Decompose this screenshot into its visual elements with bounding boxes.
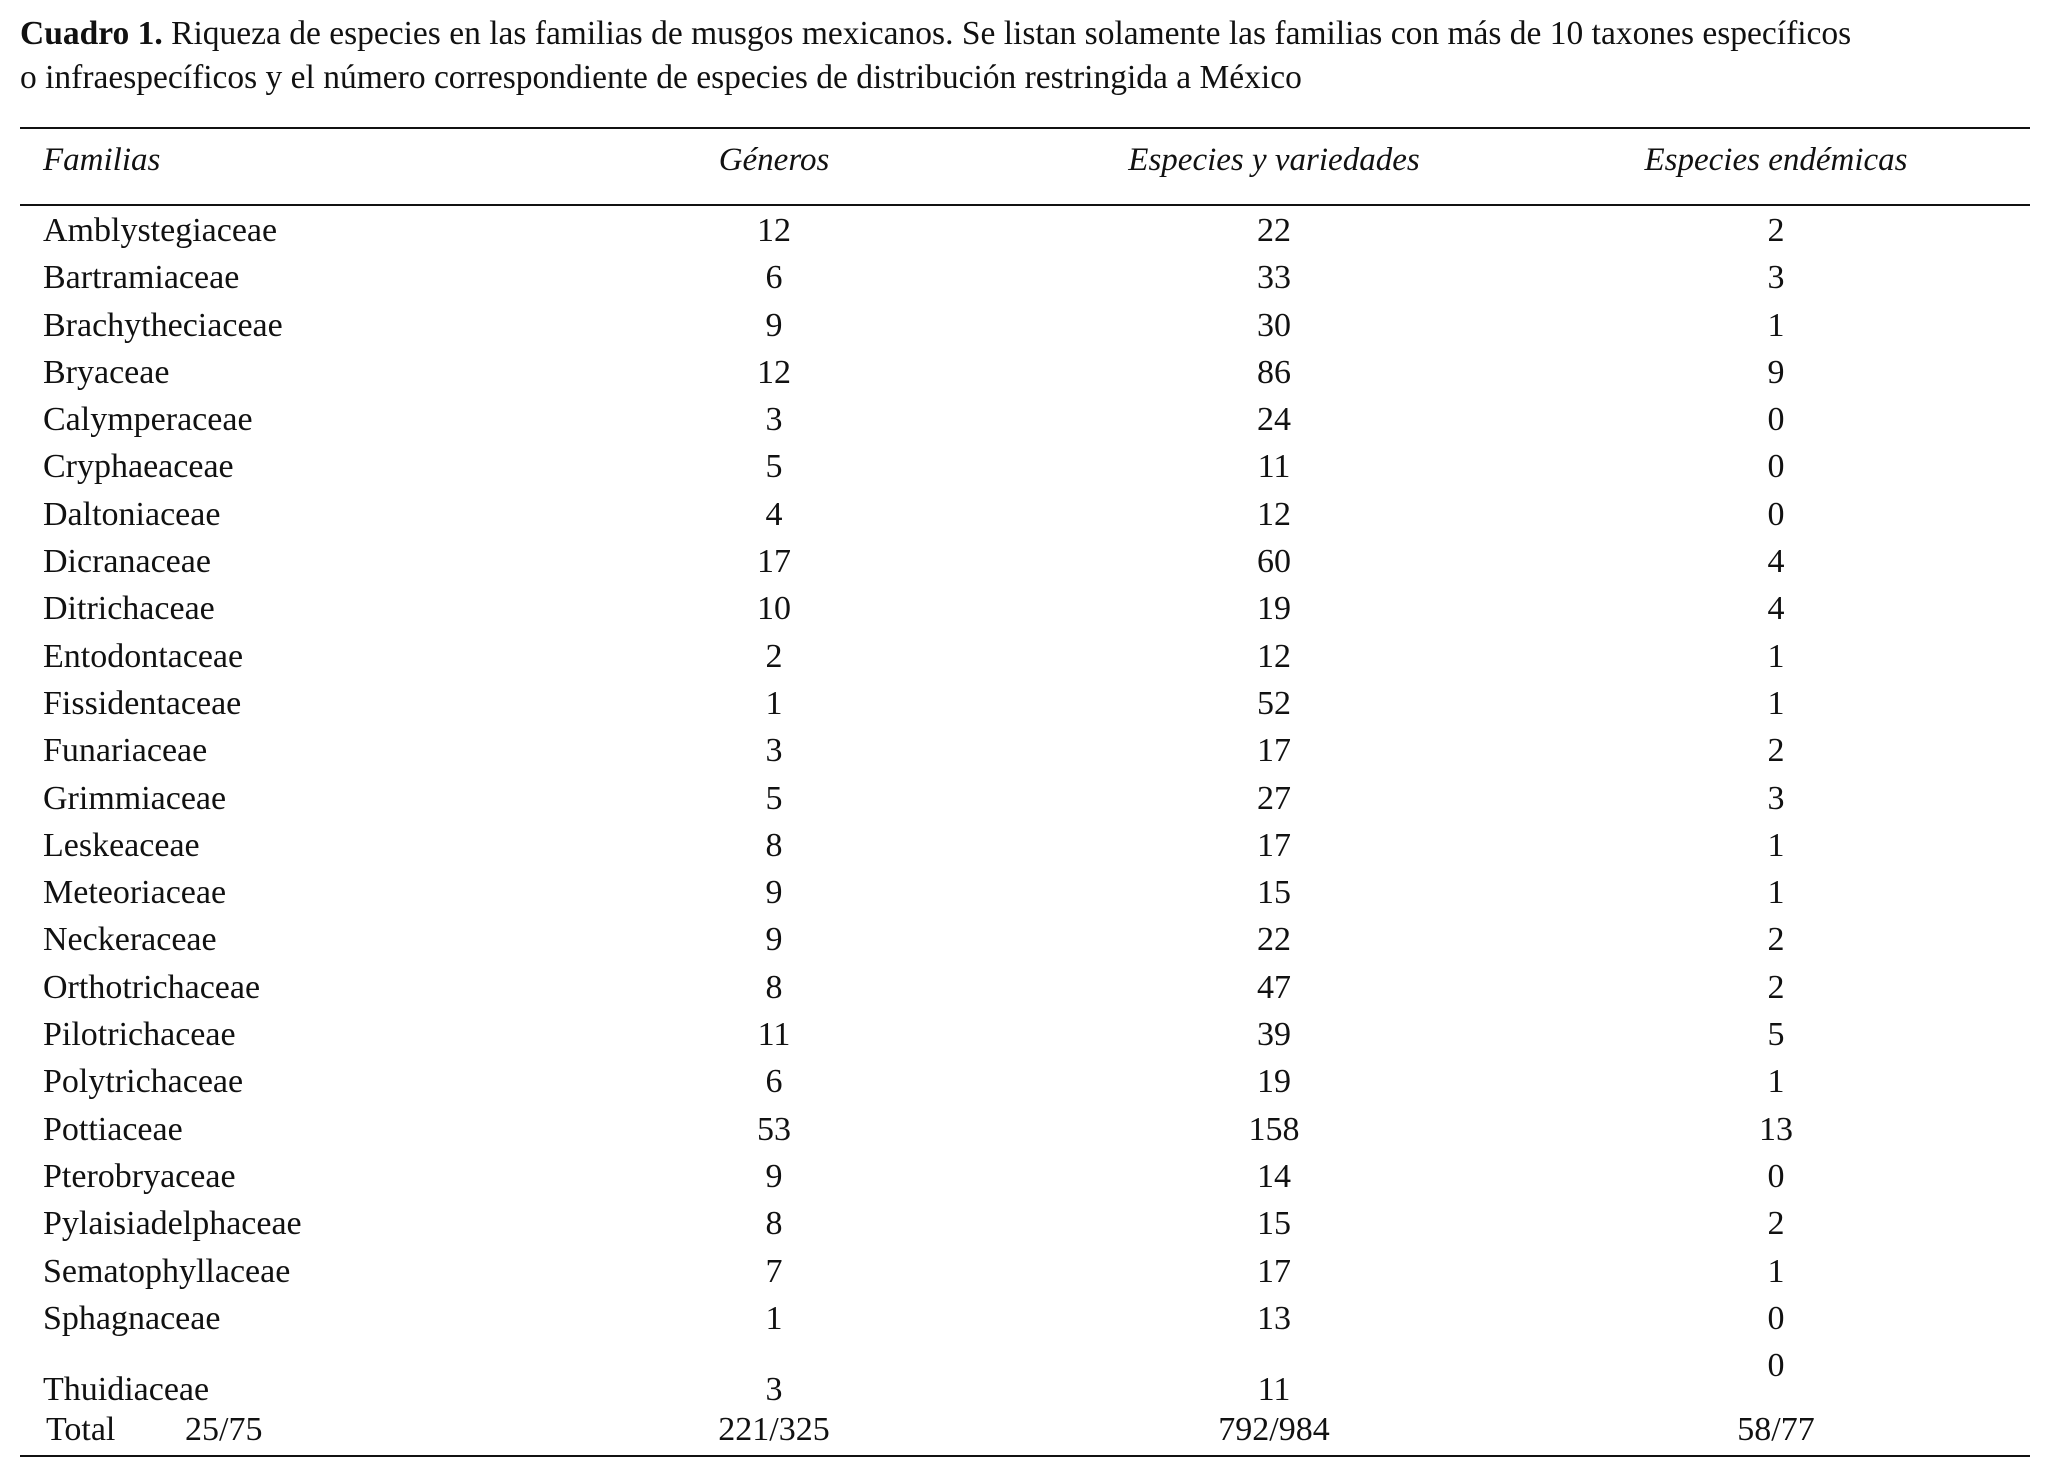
table-row — [0, 302, 2049, 349]
table-header — [0, 142, 2049, 192]
especies-count: 22 — [1257, 921, 1291, 959]
endemicas-count: 1 — [1767, 637, 1785, 675]
family-name: Neckeraceae — [43, 921, 217, 959]
especies-count: 52 — [1257, 684, 1291, 722]
generos-count: 12 — [757, 212, 791, 249]
table-body — [0, 207, 2049, 1414]
generos-count: 5 — [765, 779, 783, 817]
endemicas-count: 1 — [1767, 1063, 1785, 1101]
generos-count: 5 — [765, 448, 783, 486]
endemicas-count: 2 — [1767, 968, 1785, 1006]
table-row — [0, 1058, 2049, 1105]
family-name: Entodontaceae — [43, 637, 244, 675]
table-row — [0, 585, 2049, 632]
generos-count: 9 — [765, 874, 783, 912]
endemicas-count: 1 — [1767, 306, 1785, 344]
endemicas-count: 3 — [1767, 259, 1785, 297]
endemicas-count: 2 — [1767, 212, 1785, 249]
especies-count: 14 — [1257, 1157, 1291, 1195]
family-name: Bryaceae — [43, 353, 170, 391]
endemicas-count: 0 — [1767, 1157, 1785, 1195]
table-row — [0, 443, 2049, 490]
table-row — [0, 680, 2049, 727]
especies-count: 15 — [1257, 874, 1291, 912]
generos-count: 11 — [757, 1016, 791, 1054]
table-row — [0, 1153, 2049, 1200]
family-name: Amblystegiaceae — [43, 212, 278, 249]
table-row — [0, 349, 2049, 396]
table-row — [0, 869, 2049, 916]
especies-count: 17 — [1257, 1252, 1291, 1290]
generos-count: 6 — [765, 259, 783, 297]
generos-count: 8 — [765, 1205, 783, 1243]
endemicas-count: 3 — [1767, 779, 1785, 817]
especies-count: 158 — [1248, 1110, 1300, 1148]
header-generos: Géneros — [718, 142, 830, 178]
table-row — [0, 1248, 2049, 1295]
generos-count: 7 — [765, 1252, 783, 1290]
generos-count: 12 — [757, 353, 791, 391]
table-row — [0, 964, 2049, 1011]
family-name: Pylaisiadelphaceae — [43, 1205, 302, 1243]
family-name: Calymperaceae — [43, 401, 253, 439]
especies-count: 12 — [1257, 637, 1291, 675]
table-row — [0, 207, 2049, 254]
caption-label: Cuadro 1. — [20, 15, 163, 52]
header-rule — [20, 204, 2030, 206]
generos-count: 3 — [765, 732, 783, 770]
endemicas-count: 1 — [1767, 826, 1785, 864]
especies-count: 13 — [1257, 1299, 1291, 1337]
generos-count: 3 — [765, 401, 783, 439]
endemicas-count: 4 — [1767, 543, 1785, 581]
generos-count: 10 — [757, 590, 791, 628]
family-name: Pterobryaceae — [43, 1157, 236, 1195]
endemicas-count: 0 — [1767, 401, 1785, 439]
generos-count: 17 — [757, 543, 791, 581]
especies-count: 19 — [1257, 1063, 1291, 1101]
top-rule — [20, 127, 2030, 129]
endemicas-count: 0 — [1767, 1347, 1785, 1385]
total-row — [0, 1408, 2049, 1452]
table-row — [0, 1342, 2049, 1414]
family-name: Pilotrichaceae — [43, 1016, 236, 1054]
generos-count: 2 — [765, 637, 783, 675]
especies-count: 30 — [1257, 306, 1291, 344]
endemicas-count: 1 — [1767, 1252, 1785, 1290]
generos-count: 4 — [765, 495, 783, 533]
especies-count: 12 — [1257, 495, 1291, 533]
family-name: Ditrichaceae — [43, 590, 215, 628]
generos-count: 8 — [765, 968, 783, 1006]
family-name: Thuidiaceae — [43, 1371, 210, 1409]
endemicas-count: 2 — [1767, 921, 1785, 959]
endemicas-count: 0 — [1767, 1299, 1785, 1337]
header-familias: Familias — [43, 142, 161, 178]
endemicas-count: 9 — [1767, 353, 1785, 391]
especies-count: 19 — [1257, 590, 1291, 628]
especies-count: 22 — [1257, 212, 1291, 249]
caption-text-1: Riqueza de especies en las familias de musgos mexicanos. Se listan solamente las familias con más de 10 taxones específicos — [162, 15, 1852, 52]
generos-count: 9 — [765, 921, 783, 959]
header-especies: Especies y variedades — [1128, 142, 1420, 178]
especies-count: 15 — [1257, 1205, 1291, 1243]
family-name: Brachytheciaceae — [43, 306, 283, 344]
especies-count: 60 — [1257, 543, 1291, 581]
table-row — [0, 396, 2049, 443]
especies-count: 39 — [1257, 1016, 1291, 1054]
family-name: Sematophyllaceae — [43, 1252, 291, 1290]
caption-line-1 — [20, 12, 2030, 56]
table-row — [0, 254, 2049, 301]
generos-count: 3 — [765, 1371, 783, 1409]
family-name: Funariaceae — [43, 732, 208, 770]
especies-count: 86 — [1257, 353, 1291, 391]
caption-line-2: o infraespecíficos y el número correspondiente de especies de distribución restringida a México — [20, 59, 1302, 96]
especies-count: 47 — [1257, 968, 1291, 1006]
total-generos: 221/325 — [718, 1411, 830, 1448]
endemicas-count: 1 — [1767, 874, 1785, 912]
especies-count: 27 — [1257, 779, 1291, 817]
generos-count: 9 — [765, 306, 783, 344]
family-name: Orthotrichaceae — [43, 968, 261, 1006]
especies-count: 17 — [1257, 732, 1291, 770]
generos-count: 8 — [765, 826, 783, 864]
table-row — [0, 822, 2049, 869]
family-name: Bartramiaceae — [43, 259, 240, 297]
generos-count: 53 — [757, 1110, 791, 1148]
endemicas-count: 5 — [1767, 1016, 1785, 1054]
table-caption — [20, 12, 2030, 100]
family-name: Sphagnaceae — [43, 1299, 221, 1337]
table-row — [0, 1011, 2049, 1058]
family-name: Polytrichaceae — [43, 1063, 244, 1101]
total-especies: 792/984 — [1218, 1411, 1330, 1448]
endemicas-count: 0 — [1767, 448, 1785, 486]
table-row — [0, 1295, 2049, 1342]
endemicas-count: 4 — [1767, 590, 1785, 628]
generos-count: 1 — [765, 684, 783, 722]
family-name: Cryphaeaceae — [43, 448, 234, 486]
table-row — [0, 491, 2049, 538]
endemicas-count: 13 — [1759, 1110, 1793, 1148]
table-row — [0, 538, 2049, 585]
total-endemicas: 58/77 — [1737, 1411, 1815, 1448]
generos-count: 9 — [765, 1157, 783, 1195]
total-label: Total — [46, 1411, 116, 1448]
especies-count: 11 — [1257, 448, 1291, 486]
header-endemicas: Especies endémicas — [1644, 142, 1908, 178]
table-row — [0, 775, 2049, 822]
table-row — [0, 633, 2049, 680]
family-name: Meteoriaceae — [43, 874, 227, 912]
especies-count: 17 — [1257, 826, 1291, 864]
endemicas-count: 0 — [1767, 495, 1785, 533]
table-row — [0, 1200, 2049, 1247]
especies-count: 24 — [1257, 401, 1291, 439]
endemicas-count: 1 — [1767, 684, 1785, 722]
family-name: Grimmiaceae — [43, 779, 227, 817]
bottom-rule — [20, 1455, 2030, 1457]
family-name: Fissidentaceae — [43, 684, 242, 722]
table-row — [0, 727, 2049, 774]
especies-count: 11 — [1257, 1371, 1291, 1409]
family-name: Pottiaceae — [43, 1110, 183, 1148]
generos-count: 6 — [765, 1063, 783, 1101]
endemicas-count: 2 — [1767, 732, 1785, 770]
family-name: Daltoniaceae — [43, 495, 221, 533]
table-row — [0, 1106, 2049, 1153]
table-row — [0, 916, 2049, 963]
total-familias: 25/75 — [185, 1411, 263, 1448]
family-name: Dicranaceae — [43, 543, 211, 581]
family-name: Leskeaceae — [43, 826, 200, 864]
generos-count: 1 — [765, 1299, 783, 1337]
especies-count: 33 — [1257, 259, 1291, 297]
endemicas-count: 2 — [1767, 1205, 1785, 1243]
